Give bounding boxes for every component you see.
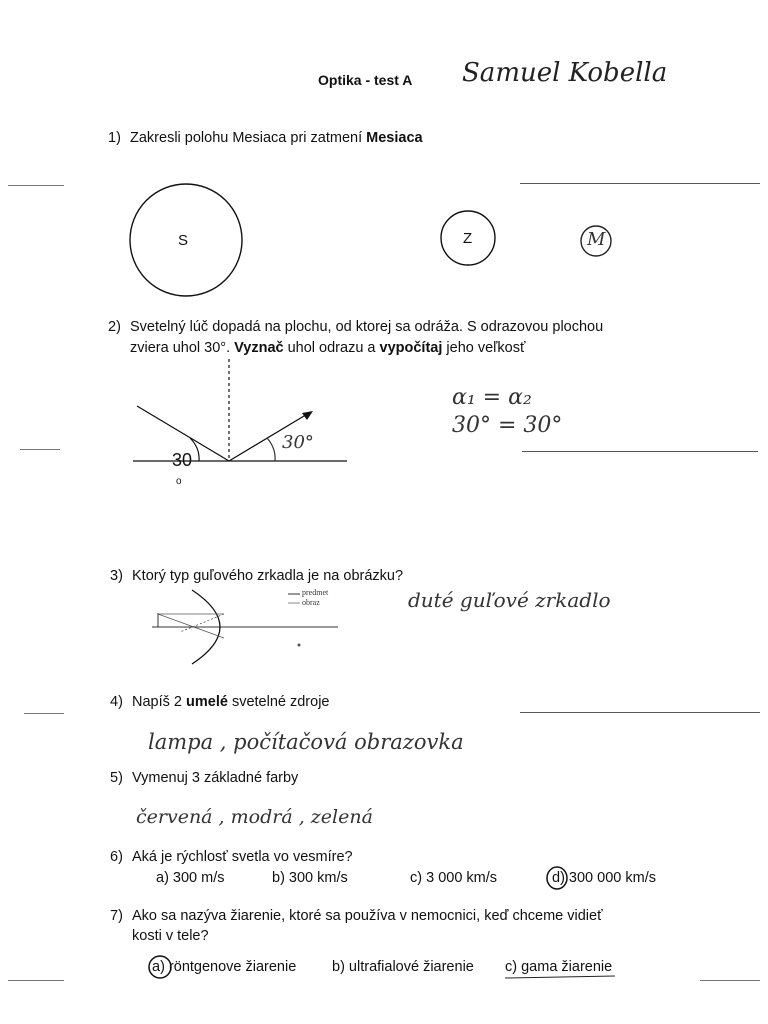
- question-7-number: 7): [110, 908, 123, 924]
- scan-mark: [24, 713, 64, 714]
- q4-text-a: Napíš 2: [132, 694, 186, 710]
- scan-mark: [8, 980, 64, 981]
- moon-answer-label: M: [587, 229, 606, 250]
- q7-option-c: c) gama žiarenie: [505, 959, 613, 975]
- question-2-line-1: Svetelný lúč dopadá na plochu, od ktorej sa odráža. S odrazovou plochou: [130, 319, 604, 335]
- question-3-number: 3): [110, 568, 123, 584]
- q2-text-c: uhol odrazu a: [283, 340, 380, 356]
- legend-object-label: predmet: [302, 588, 329, 597]
- q6-option-b: b) 300 km/s: [272, 870, 348, 886]
- scan-mark: [700, 980, 760, 981]
- scan-mark: [20, 449, 60, 450]
- q7-option-a: a) röntgenove žiarenie: [152, 959, 297, 975]
- q6-option-a: a) 300 m/s: [156, 870, 225, 886]
- student-signature: Samuel Kobella: [462, 58, 668, 88]
- q6-option-c: c) 3 000 km/s: [410, 870, 498, 886]
- question-5-text: Vymenuj 3 základné farby: [132, 770, 299, 786]
- q5-answer: červená , modrá , zelená: [136, 806, 373, 828]
- q2-answer-line-1: α₁ = α₂: [452, 385, 532, 410]
- question-1-text-bold: Mesiaca: [366, 130, 423, 146]
- scan-mark: [8, 185, 64, 186]
- left-angle-degree: o: [176, 476, 182, 487]
- question-1-text-main: Zakresli polohu Mesiaca pri zatmení: [130, 130, 367, 146]
- q4-text-b: umelé: [186, 694, 228, 710]
- page-title: Optika - test A: [318, 72, 413, 88]
- q2-answer-line-2: 30° = 30°: [452, 413, 563, 438]
- q4-text-c: svetelné zdroje: [227, 694, 330, 710]
- right-angle-label: 30°: [282, 432, 314, 453]
- question-2-number: 2): [108, 319, 121, 335]
- question-5-number: 5): [110, 770, 123, 786]
- q7-option-b: b) ultrafialové žiarenie: [332, 959, 474, 975]
- q7-underline: [505, 976, 615, 978]
- q2-text-b: Vyznač: [234, 340, 284, 356]
- question-7-line-1: Ako sa nazýva žiarenie, ktoré sa používa v nemocnici, keď chceme vidieť: [132, 908, 603, 924]
- question-1-number: 1): [108, 130, 121, 146]
- q3-answer: duté guľové zrkadlo: [408, 588, 611, 612]
- q6-option-d: d) 300 000 km/s: [552, 870, 656, 886]
- scan-mark: [520, 712, 760, 713]
- question-7-line-2: kosti v tele?: [132, 928, 209, 944]
- earth-label: Z: [463, 230, 473, 247]
- left-angle-label: 30: [172, 450, 193, 470]
- legend-image-label: obraz: [302, 598, 320, 607]
- scan-mark: [520, 183, 760, 184]
- sun-label: S: [178, 232, 189, 249]
- q2-text-a: zviera uhol 30°.: [130, 340, 235, 356]
- question-6-number: 6): [110, 849, 123, 865]
- q2-text-e: jeho veľkosť: [442, 340, 526, 356]
- scan-mark: [522, 451, 758, 452]
- q2-text-d: vypočítaj: [379, 340, 443, 356]
- question-3-text: Ktorý typ guľového zrkadla je na obrázku?: [132, 568, 404, 584]
- question-6-text: Aká je rýchlosť svetla vo vesmíre?: [132, 849, 353, 865]
- q4-answer: lampa , počítačová obrazovka: [148, 730, 464, 754]
- question-4-number: 4): [110, 694, 123, 710]
